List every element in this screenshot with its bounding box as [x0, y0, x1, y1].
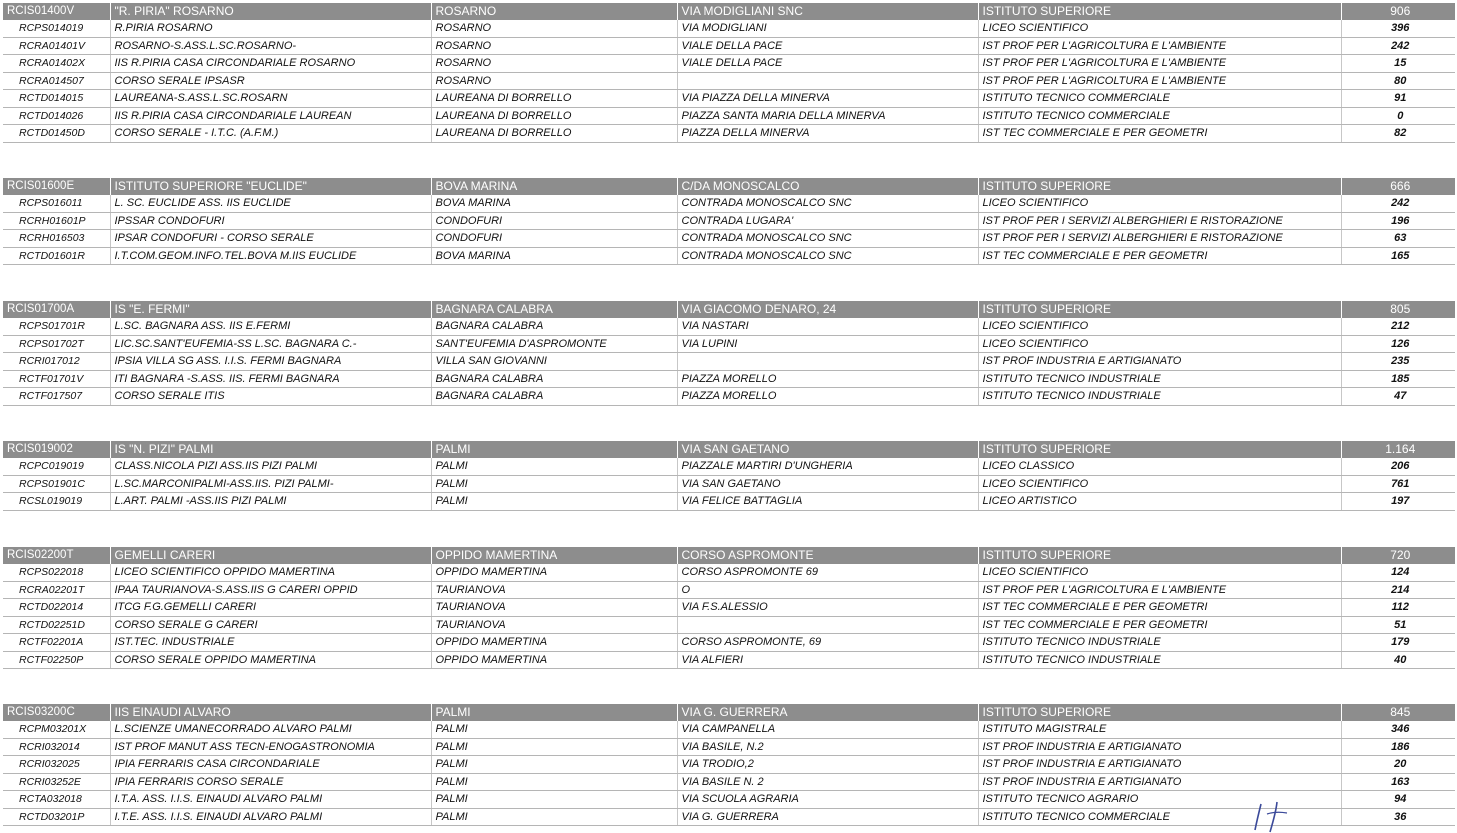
header-type: ISTITUTO SUPERIORE [978, 441, 1341, 458]
cell-code: RCTA032018 [3, 791, 110, 809]
cell-city: ROSARNO [431, 20, 677, 37]
cell-city: TAURIANOVA [431, 599, 677, 617]
cell-address [677, 353, 978, 371]
cell-code: RCPC019019 [3, 458, 110, 475]
school-group-table [3, 704, 1455, 826]
table-row [3, 370, 1455, 388]
cell-code: RCRH016503 [3, 230, 110, 248]
cell-count: 94 [1341, 791, 1455, 809]
cell-type: LICEO ARTISTICO [978, 493, 1341, 511]
school-group-table [3, 301, 1455, 406]
cell-name: L.ART. PALMI -ASS.IIS PIZI PALMI [110, 493, 431, 511]
cell-code: RCPS014019 [3, 20, 110, 37]
cell-count: 186 [1341, 738, 1455, 756]
cell-name: IPSAR CONDOFURI - CORSO SERALE [110, 230, 431, 248]
header-type: ISTITUTO SUPERIORE [978, 301, 1341, 318]
cell-name: R.PIRIA ROSARNO [110, 20, 431, 37]
cell-code: RCRA014507 [3, 72, 110, 90]
cell-city: LAUREANA DI BORRELLO [431, 125, 677, 143]
cell-code: RCRA01401V [3, 37, 110, 55]
cell-city: PALMI [431, 756, 677, 774]
cell-type: ISTITUTO MAGISTRALE [978, 721, 1341, 738]
header-type: ISTITUTO SUPERIORE [978, 547, 1341, 564]
cell-code: RCTF02250P [3, 651, 110, 669]
cell-name: CORSO SERALE OPPIDO MAMERTINA [110, 651, 431, 669]
table-row [3, 318, 1455, 335]
cell-code: RCTD022014 [3, 599, 110, 617]
cell-count: 196 [1341, 212, 1455, 230]
cell-count: 0 [1341, 107, 1455, 125]
cell-city: TAURIANOVA [431, 616, 677, 634]
cell-type: ISTITUTO TECNICO COMMERCIALE [978, 107, 1341, 125]
cell-code: RCTF02201A [3, 634, 110, 652]
header-type: ISTITUTO SUPERIORE [978, 3, 1341, 20]
cell-address: CONTRADA MONOSCALCO SNC [677, 195, 978, 212]
cell-type: LICEO SCIENTIFICO [978, 20, 1341, 37]
table-row [3, 773, 1455, 791]
header-address: VIA SAN GAETANO [677, 441, 978, 458]
table-row [3, 458, 1455, 475]
cell-code: RCTD02251D [3, 616, 110, 634]
table-row [3, 616, 1455, 634]
header-code: RCIS01400V [3, 3, 110, 20]
cell-code: RCPS016011 [3, 195, 110, 212]
header-city: BOVA MARINA [431, 178, 677, 195]
cell-city: CONDOFURI [431, 230, 677, 248]
table-row [3, 353, 1455, 371]
cell-type: ISTITUTO TECNICO INDUSTRIALE [978, 370, 1341, 388]
cell-type: ISTITUTO TECNICO INDUSTRIALE [978, 388, 1341, 406]
header-count: 666 [1341, 178, 1455, 195]
cell-count: 36 [1341, 808, 1455, 826]
header-count: 1.164 [1341, 441, 1455, 458]
table-row [3, 125, 1455, 143]
header-count: 805 [1341, 301, 1455, 318]
cell-city: BAGNARA CALABRA [431, 388, 677, 406]
cell-code: RCTD03201P [3, 808, 110, 826]
header-name: IS "N. PIZI" PALMI [110, 441, 431, 458]
cell-code: RCRI032014 [3, 738, 110, 756]
cell-address [677, 72, 978, 90]
header-code: RCIS01700A [3, 301, 110, 318]
cell-name: IPSSAR CONDOFURI [110, 212, 431, 230]
table-row [3, 388, 1455, 406]
cell-address: CORSO ASPROMONTE 69 [677, 564, 978, 581]
group-header-row [3, 178, 1455, 195]
cell-type: LICEO SCIENTIFICO [978, 475, 1341, 493]
cell-city: PALMI [431, 493, 677, 511]
cell-count: 185 [1341, 370, 1455, 388]
cell-address: VIA FELICE BATTAGLIA [677, 493, 978, 511]
header-city: PALMI [431, 441, 677, 458]
cell-name: IST PROF MANUT ASS TECN-ENOGASTRONOMIA [110, 738, 431, 756]
cell-name: IPAA TAURIANOVA-S.ASS.IIS G CARERI OPPID [110, 581, 431, 599]
cell-name: L. SC. EUCLIDE ASS. IIS EUCLIDE [110, 195, 431, 212]
cell-code: RCRA01402X [3, 55, 110, 73]
cell-code: RCTF017507 [3, 388, 110, 406]
cell-type: LICEO CLASSICO [978, 458, 1341, 475]
cell-name: LIC.SC.SANT'EUFEMIA-SS L.SC. BAGNARA C.- [110, 335, 431, 353]
cell-name: LAUREANA-S.ASS.L.SC.ROSARN [110, 90, 431, 108]
cell-code: RCRI03252E [3, 773, 110, 791]
header-code: RCIS01600E [3, 178, 110, 195]
cell-code: RCRI032025 [3, 756, 110, 774]
cell-city: OPPIDO MAMERTINA [431, 651, 677, 669]
cell-type: IST PROF INDUSTRIA E ARTIGIANATO [978, 738, 1341, 756]
header-code: RCIS03200C [3, 704, 110, 721]
header-name: IS "E. FERMI" [110, 301, 431, 318]
cell-city: TAURIANOVA [431, 581, 677, 599]
cell-address: VIA NASTARI [677, 318, 978, 335]
cell-count: 235 [1341, 353, 1455, 371]
table-row [3, 230, 1455, 248]
cell-count: 242 [1341, 195, 1455, 212]
cell-count: 80 [1341, 72, 1455, 90]
school-group-table [3, 441, 1455, 511]
cell-type: IST PROF PER I SERVIZI ALBERGHIERI E RISTORAZIONE [978, 230, 1341, 248]
cell-city: OPPIDO MAMERTINA [431, 564, 677, 581]
cell-code: RCTD014026 [3, 107, 110, 125]
header-count: 906 [1341, 3, 1455, 20]
cell-count: 242 [1341, 37, 1455, 55]
cell-city: VILLA SAN GIOVANNI [431, 353, 677, 371]
cell-type: LICEO SCIENTIFICO [978, 318, 1341, 335]
cell-count: 51 [1341, 616, 1455, 634]
cell-city: BAGNARA CALABRA [431, 370, 677, 388]
cell-code: RCSL019019 [3, 493, 110, 511]
cell-type: IST TEC COMMERCIALE E PER GEOMETRI [978, 599, 1341, 617]
header-count: 720 [1341, 547, 1455, 564]
cell-address [677, 616, 978, 634]
table-row [3, 37, 1455, 55]
cell-name: CORSO SERALE - I.T.C. (A.F.M.) [110, 125, 431, 143]
cell-address: VIA G. GUERRERA [677, 808, 978, 826]
cell-count: 40 [1341, 651, 1455, 669]
header-code: RCIS02200T [3, 547, 110, 564]
table-row [3, 564, 1455, 581]
cell-code: RCTD01601R [3, 247, 110, 265]
table-row [3, 651, 1455, 669]
cell-address: CORSO ASPROMONTE, 69 [677, 634, 978, 652]
cell-address: CONTRADA MONOSCALCO SNC [677, 230, 978, 248]
cell-name: I.T.A. ASS. I.I.S. EINAUDI ALVARO PALMI [110, 791, 431, 809]
cell-city: BOVA MARINA [431, 195, 677, 212]
school-group-table [3, 547, 1455, 669]
header-name: ISTITUTO SUPERIORE "EUCLIDE" [110, 178, 431, 195]
cell-name: IPSIA VILLA SG ASS. I.I.S. FERMI BAGNARA [110, 353, 431, 371]
table-row [3, 634, 1455, 652]
cell-name: IIS R.PIRIA CASA CIRCONDARIALE ROSARNO [110, 55, 431, 73]
cell-city: PALMI [431, 475, 677, 493]
cell-name: IIS R.PIRIA CASA CIRCONDARIALE LAUREAN [110, 107, 431, 125]
header-code: RCIS019002 [3, 441, 110, 458]
cell-address: PIAZZA SANTA MARIA DELLA MINERVA [677, 107, 978, 125]
school-group-table [3, 3, 1455, 143]
cell-name: IPIA FERRARIS CORSO SERALE [110, 773, 431, 791]
cell-city: OPPIDO MAMERTINA [431, 634, 677, 652]
cell-address: VIA F.S.ALESSIO [677, 599, 978, 617]
cell-count: 214 [1341, 581, 1455, 599]
header-type: ISTITUTO SUPERIORE [978, 704, 1341, 721]
cell-city: ROSARNO [431, 37, 677, 55]
cell-city: LAUREANA DI BORRELLO [431, 107, 677, 125]
cell-name: I.T.COM.GEOM.INFO.TEL.BOVA M.IIS EUCLIDE [110, 247, 431, 265]
cell-code: RCPS01702T [3, 335, 110, 353]
cell-name: ITCG F.G.GEMELLI CARERI [110, 599, 431, 617]
cell-count: 163 [1341, 773, 1455, 791]
header-address: C/DA MONOSCALCO [677, 178, 978, 195]
cell-count: 15 [1341, 55, 1455, 73]
cell-city: ROSARNO [431, 55, 677, 73]
cell-name: CLASS.NICOLA PIZI ASS.IIS PIZI PALMI [110, 458, 431, 475]
cell-type: IST PROF PER L'AGRICOLTURA E L'AMBIENTE [978, 55, 1341, 73]
header-name: GEMELLI CARERI [110, 547, 431, 564]
cell-name: L.SCIENZE UMANECORRADO ALVARO PALMI [110, 721, 431, 738]
table-row [3, 72, 1455, 90]
cell-name: IST.TEC. INDUSTRIALE [110, 634, 431, 652]
cell-address: VIA MODIGLIANI [677, 20, 978, 37]
cell-type: LICEO SCIENTIFICO [978, 195, 1341, 212]
cell-count: 63 [1341, 230, 1455, 248]
header-address: CORSO ASPROMONTE [677, 547, 978, 564]
cell-address: O [677, 581, 978, 599]
cell-count: 346 [1341, 721, 1455, 738]
cell-count: 82 [1341, 125, 1455, 143]
table-row [3, 599, 1455, 617]
cell-code: RCRI017012 [3, 353, 110, 371]
cell-count: 212 [1341, 318, 1455, 335]
cell-address: PIAZZA MORELLO [677, 370, 978, 388]
cell-code: RCPS022018 [3, 564, 110, 581]
table-row [3, 55, 1455, 73]
table-row [3, 247, 1455, 265]
cell-type: IST TEC COMMERCIALE E PER GEOMETRI [978, 125, 1341, 143]
table-row [3, 791, 1455, 809]
group-header-row [3, 704, 1455, 721]
cell-type: LICEO SCIENTIFICO [978, 335, 1341, 353]
header-city: PALMI [431, 704, 677, 721]
cell-city: PALMI [431, 808, 677, 826]
cell-address: PIAZZA MORELLO [677, 388, 978, 406]
cell-count: 165 [1341, 247, 1455, 265]
cell-count: 47 [1341, 388, 1455, 406]
group-header-row [3, 441, 1455, 458]
cell-name: I.T.E. ASS. I.I.S. EINAUDI ALVARO PALMI [110, 808, 431, 826]
school-group-table [3, 178, 1455, 265]
header-count: 845 [1341, 704, 1455, 721]
cell-type: IST PROF PER L'AGRICOLTURA E L'AMBIENTE [978, 37, 1341, 55]
cell-type: ISTITUTO TECNICO AGRARIO [978, 791, 1341, 809]
header-name: "R. PIRIA" ROSARNO [110, 3, 431, 20]
cell-count: 197 [1341, 493, 1455, 511]
header-city: ROSARNO [431, 3, 677, 20]
cell-city: BOVA MARINA [431, 247, 677, 265]
cell-type: IST PROF INDUSTRIA E ARTIGIANATO [978, 756, 1341, 774]
cell-type: ISTITUTO TECNICO COMMERCIALE [978, 808, 1341, 826]
cell-address: VIALE DELLA PACE [677, 55, 978, 73]
cell-count: 206 [1341, 458, 1455, 475]
table-row [3, 90, 1455, 108]
cell-address: VIA CAMPANELLA [677, 721, 978, 738]
cell-code: RCRH01601P [3, 212, 110, 230]
cell-address: VIA TRODIO,2 [677, 756, 978, 774]
table-row [3, 212, 1455, 230]
cell-count: 396 [1341, 20, 1455, 37]
cell-type: LICEO SCIENTIFICO [978, 564, 1341, 581]
cell-name: L.SC.MARCONIPALMI-ASS.IIS. PIZI PALMI- [110, 475, 431, 493]
cell-address: PIAZZALE MARTIRI D'UNGHERIA [677, 458, 978, 475]
cell-code: RCTF01701V [3, 370, 110, 388]
cell-name: ROSARNO-S.ASS.L.SC.ROSARNO- [110, 37, 431, 55]
handwritten-signature-mark [1243, 800, 1303, 833]
table-row [3, 475, 1455, 493]
table-row [3, 756, 1455, 774]
cell-code: RCPS01901C [3, 475, 110, 493]
header-type: ISTITUTO SUPERIORE [978, 178, 1341, 195]
cell-city: SANT'EUFEMIA D'ASPROMONTE [431, 335, 677, 353]
cell-code: RCRA02201T [3, 581, 110, 599]
cell-count: 126 [1341, 335, 1455, 353]
cell-count: 124 [1341, 564, 1455, 581]
table-row [3, 738, 1455, 756]
cell-code: RCTD014015 [3, 90, 110, 108]
header-city: OPPIDO MAMERTINA [431, 547, 677, 564]
header-address: VIA GIACOMO DENARO, 24 [677, 301, 978, 318]
cell-address: CONTRADA MONOSCALCO SNC [677, 247, 978, 265]
cell-type: ISTITUTO TECNICO INDUSTRIALE [978, 634, 1341, 652]
table-row [3, 721, 1455, 738]
cell-name: LICEO SCIENTIFICO OPPIDO MAMERTINA [110, 564, 431, 581]
cell-type: IST TEC COMMERCIALE E PER GEOMETRI [978, 247, 1341, 265]
cell-city: PALMI [431, 738, 677, 756]
cell-city: PALMI [431, 721, 677, 738]
header-address: VIA G. GUERRERA [677, 704, 978, 721]
cell-address: VIA LUPINI [677, 335, 978, 353]
cell-address: VIA BASILE N. 2 [677, 773, 978, 791]
cell-code: RCTD01450D [3, 125, 110, 143]
cell-type: IST PROF PER I SERVIZI ALBERGHIERI E RISTORAZIONE [978, 212, 1341, 230]
cell-type: IST TEC COMMERCIALE E PER GEOMETRI [978, 616, 1341, 634]
table-row [3, 335, 1455, 353]
cell-count: 20 [1341, 756, 1455, 774]
cell-city: PALMI [431, 791, 677, 809]
table-row [3, 20, 1455, 37]
cell-address: VIA BASILE, N.2 [677, 738, 978, 756]
cell-city: LAUREANA DI BORRELLO [431, 90, 677, 108]
cell-address: VIA ALFIERI [677, 651, 978, 669]
table-row [3, 581, 1455, 599]
table-row [3, 107, 1455, 125]
cell-city: CONDOFURI [431, 212, 677, 230]
cell-address: PIAZZA DELLA MINERVA [677, 125, 978, 143]
cell-type: ISTITUTO TECNICO COMMERCIALE [978, 90, 1341, 108]
cell-name: CORSO SERALE ITIS [110, 388, 431, 406]
cell-address: CONTRADA LUGARA' [677, 212, 978, 230]
cell-count: 761 [1341, 475, 1455, 493]
cell-type: IST PROF INDUSTRIA E ARTIGIANATO [978, 353, 1341, 371]
header-address: VIA MODIGLIANI SNC [677, 3, 978, 20]
header-name: IIS EINAUDI ALVARO [110, 704, 431, 721]
cell-address: VIA SCUOLA AGRARIA [677, 791, 978, 809]
header-city: BAGNARA CALABRA [431, 301, 677, 318]
cell-type: IST PROF PER L'AGRICOLTURA E L'AMBIENTE [978, 72, 1341, 90]
cell-name: CORSO SERALE IPSASR [110, 72, 431, 90]
group-header-row [3, 301, 1455, 318]
cell-address: VIA PIAZZA DELLA MINERVA [677, 90, 978, 108]
cell-name: IPIA FERRARIS CASA CIRCONDARIALE [110, 756, 431, 774]
cell-count: 179 [1341, 634, 1455, 652]
cell-name: ITI BAGNARA -S.ASS. IIS. FERMI BAGNARA [110, 370, 431, 388]
cell-code: RCPS01701R [3, 318, 110, 335]
table-row [3, 195, 1455, 212]
cell-name: CORSO SERALE G CARERI [110, 616, 431, 634]
cell-address: VIA SAN GAETANO [677, 475, 978, 493]
table-row [3, 808, 1455, 826]
group-header-row [3, 547, 1455, 564]
cell-city: PALMI [431, 458, 677, 475]
cell-address: VIALE DELLA PACE [677, 37, 978, 55]
cell-type: IST PROF PER L'AGRICOLTURA E L'AMBIENTE [978, 581, 1341, 599]
cell-name: L.SC. BAGNARA ASS. IIS E.FERMI [110, 318, 431, 335]
cell-count: 112 [1341, 599, 1455, 617]
group-header-row [3, 3, 1455, 20]
cell-city: PALMI [431, 773, 677, 791]
cell-code: RCPM03201X [3, 721, 110, 738]
cell-type: ISTITUTO TECNICO INDUSTRIALE [978, 651, 1341, 669]
cell-city: ROSARNO [431, 72, 677, 90]
cell-count: 91 [1341, 90, 1455, 108]
cell-type: IST PROF INDUSTRIA E ARTIGIANATO [978, 773, 1341, 791]
cell-city: BAGNARA CALABRA [431, 318, 677, 335]
table-row [3, 493, 1455, 511]
